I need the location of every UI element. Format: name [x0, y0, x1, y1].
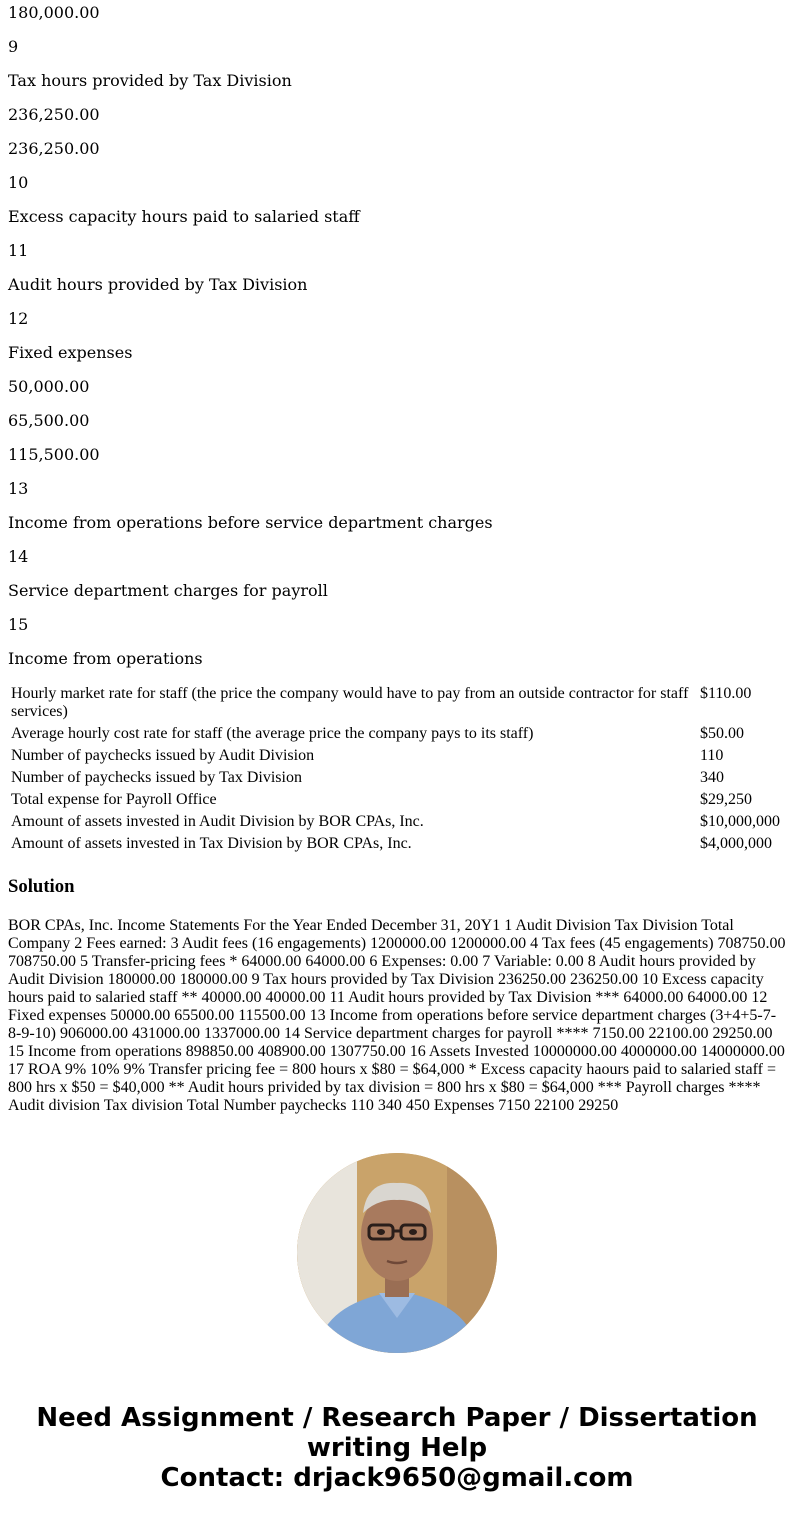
statement-line: 180,000.00 [8, 3, 100, 22]
statement-line: Fixed expenses [8, 343, 133, 362]
table-row [11, 724, 785, 746]
statement-line: Excess capacity hours paid to salaried staff [8, 207, 360, 226]
statement-line: 50,000.00 [8, 377, 90, 396]
promo-line: Need Assignment / Research Paper / Dissertation [36, 1403, 758, 1433]
table-row [11, 684, 785, 724]
row-value: $10,000,000 [700, 813, 780, 830]
table-row [11, 768, 785, 790]
row-value: $50.00 [700, 725, 744, 742]
statement-line: Income from operations before service department charges [8, 513, 493, 532]
statement-line: Income from operations [8, 649, 203, 668]
row-label: Number of paychecks issued by Audit Division [11, 747, 315, 764]
row-label: Number of paychecks issued by Tax Division [11, 769, 302, 786]
statement-line: 9 [8, 37, 19, 56]
statement-line: 11 [8, 241, 29, 260]
statement-line: Service department charges for payroll [8, 581, 328, 600]
promo-banner [0, 1403, 794, 1493]
statement-line: 236,250.00 [8, 105, 100, 124]
statement-line: Audit hours provided by Tax Division [8, 275, 308, 294]
statement-line: 15 [8, 615, 29, 634]
row-label: Amount of assets invested in Tax Division by BOR CPAs, Inc. [11, 835, 412, 852]
row-value: 340 [700, 769, 724, 786]
statement-line: 65,500.00 [8, 411, 90, 430]
statement-line: 14 [8, 547, 29, 566]
solution-text: BOR CPAs, Inc. Income Statements For the Year Ended December 31, 20Y1 1 Audit Division Tax Division Total Company 2 Fees earned: 3 Audit fees (16 engagements) 1200000.00 1200000.00 4 Tax fees (45 engagements) 708750.00 708750.00 5 Transfer-pricing fees * 64000.00 64000.00 6 Expenses: 0.00 7 Variable: 0.00 8 Audit hours provided by Audit Division 180000.00 180000.00 9 Tax hours provided by Tax Division 236250.00 236250.00 10 Excess capacity hours paid to salaried staff ** 40000.00 40000.00 11 Audit hours provided by Tax Division *** 64000.00 64000.00 12 Fixed expenses 50000.00 65500.00 115500.00 13 Income from operations before service department charges (3+4+5-7-8-9-10) 906000.00 431000.00 1337000.00 14 Service department charges for payroll **** 7150.00 22100.00 29250.00 15 Income from operations 898850.00 408900.00 1307750.00 16 Assets Invested 10000000.00 4000000.00 14000000.00 17 ROA 9% 10% 9% Transfer pricing fee = 800 hours x $80 = $64,000 * Excess capacity haours paid to salaried staff = 800 hrs x $50 = $40,000 ** Audit hours privided by tax division = 800 hrs x $80 = $64,000 *** Payroll charges **** Audit division Tax division Total Number paychecks 110 340 450 Expenses 7150 22100 29250 [8, 917, 786, 1114]
row-value: $29,250 [700, 791, 752, 808]
table-row [11, 834, 785, 856]
promo-contact: Contact: drjack9650@gmail.com [160, 1463, 634, 1493]
statement-line: 10 [8, 173, 29, 192]
statement-line: 12 [8, 309, 29, 328]
statement-line: 236,250.00 [8, 139, 100, 158]
person-photo-icon [297, 1153, 497, 1353]
income-statement-lines [8, 4, 788, 684]
rates-table [8, 684, 788, 856]
row-label: Amount of assets invested in Audit Division by BOR CPAs, Inc. [11, 813, 424, 830]
row-value: 110 [700, 747, 724, 764]
table-row [11, 812, 785, 834]
row-value: $4,000,000 [700, 835, 772, 852]
statement-line: Tax hours provided by Tax Division [8, 71, 292, 90]
row-label: Total expense for Payroll Office [11, 791, 217, 808]
table-row [11, 746, 785, 768]
table-row [11, 790, 785, 812]
statement-line: 13 [8, 479, 29, 498]
avatar [297, 1153, 497, 1353]
statement-line: 115,500.00 [8, 445, 100, 464]
row-label: Hourly market rate for staff (the price the company would have to pay from an outside contractor for staff services) [11, 685, 689, 720]
row-label: Average hourly cost rate for staff (the average price the company pays to its staff) [11, 725, 534, 742]
promo-line: writing Help [306, 1433, 488, 1463]
solution-heading: Solution [8, 876, 75, 897]
row-value: $110.00 [700, 685, 752, 702]
